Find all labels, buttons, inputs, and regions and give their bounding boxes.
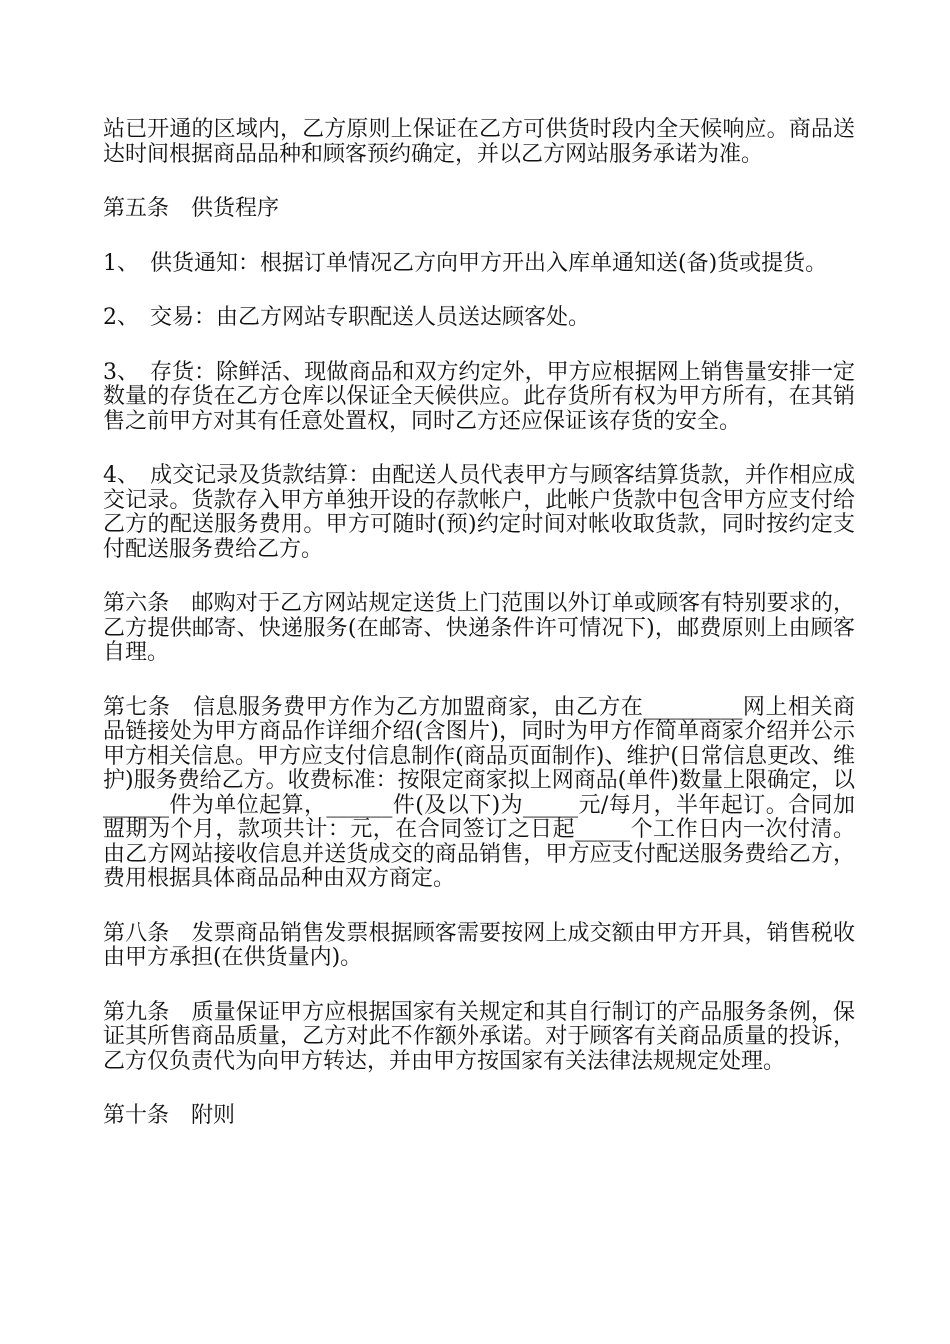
article-7-info-service-fee: 第七条 信息服务费甲方作为乙方加盟商家，由乙方在_________网上相关商品链接处为甲方商品作详细介绍(含图片)，同时为甲方作简单商家介绍并公示甲方相关信息。甲方应支付信息制作(商品页面制作)、维护(日常信息更改、维护)服务费给乙方。收费标准：按限定商家拟上网商品(单件)数量上限确定，以______件为单位起算，______件(及以下)为_____元/每月，半年起订。合同加盟期为个月，款项共计：元，在合同签订之日起_____个工作日内一次付清。由乙方网站接收信息并送货成交的商品销售，甲方应支付配送服务费给乙方，费用根据具体商品品种由双方商定。 <box>103 694 855 891</box>
article-6-mail-order: 第六条 邮购对于乙方网站规定送货上门范围以外订单或顾客有特别要求的，乙方提供邮寄、快递服务(在邮寄、快递条件许可情况下)，邮费原则上由顾客自理。 <box>103 591 855 665</box>
paragraph-supply-notice: 1、 供货通知：根据订单情况乙方向甲方开出入库单通知送(备)货或提货。 <box>103 250 828 276</box>
paragraph-transaction: 2、 交易：由乙方网站专职配送人员送达顾客处。 <box>103 305 590 330</box>
article-10-heading: 第十条 附则 <box>103 1103 236 1128</box>
article-8-invoice: 第八条 发票商品销售发票根据顾客需要按网上成交额由甲方开具，销售税收由甲方承担(在供货量内)。 <box>103 920 855 970</box>
paragraph-service-hours: 站已开通的区域内，乙方原则上保证在乙方可供货时段内全天候响应。商品送达时间根据商品品种和顾客预约确定，并以乙方网站服务承诺为准。 <box>103 117 855 167</box>
article-9-quality: 第九条 质量保证甲方应根据国家有关规定和其自行制订的产品服务条例，保证其所售商品质量，乙方对此不作额外承诺。对于顾客有关商品质量的投诉，乙方仅负责代为向甲方转达，并由甲方按国家有关法律法规规定处理。 <box>103 999 855 1074</box>
article-5-heading: 第五条 供货程序 <box>103 196 280 221</box>
paragraph-inventory: 3、 存货：除鲜活、现做商品和双方约定外，甲方应根据网上销售量安排一定数量的存货在乙方仓库以保证全天候供应。此存货所有权为甲方所有，在其销售之前甲方对其有任意处置权，同时乙方还应保证该存货的安全。 <box>103 359 855 434</box>
document-page <box>103 118 855 1159</box>
paragraph-settlement: 4、 成交记录及货款结算：由配送人员代表甲方与顾客结算货款，并作相应成交记录。货款存入甲方单独开设的存款帐户，此帐户货款中包含甲方应支付给乙方的配送服务费用。甲方可随时(预)约定时间对帐收取货款，同时按约定支付配送服务费给乙方。 <box>103 463 855 562</box>
